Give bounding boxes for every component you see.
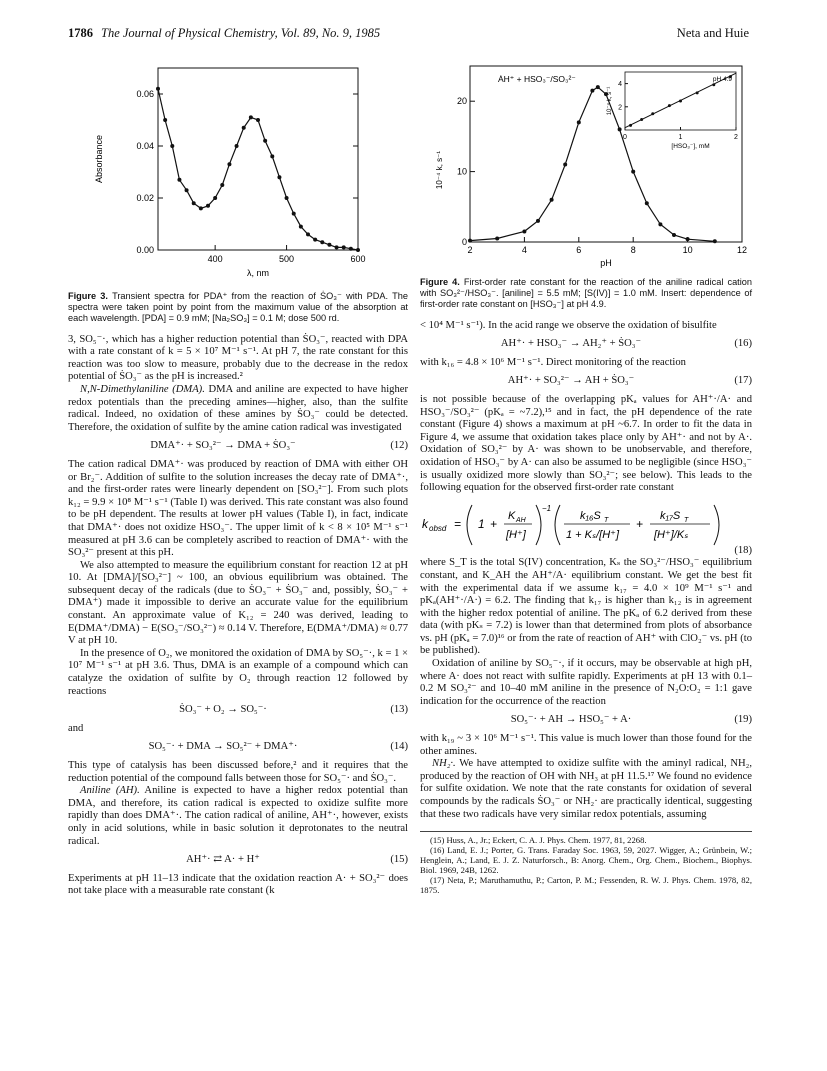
fig4-xtick-label-1: 4 (521, 245, 527, 255)
eq18-lhs-sub: obsd (429, 523, 447, 533)
eq18-paren-close-1 (536, 505, 541, 545)
left-paragraph-7 (68, 785, 408, 848)
fig3-xlabel: λ, nm (246, 268, 270, 278)
fig4-ytick-label-2: 20 (456, 96, 467, 107)
eq18-f3-num: k₁₇S (660, 509, 681, 522)
fig3-point-10 (227, 162, 231, 166)
right-paragraph-1: < 10⁴ M⁻¹ s⁻¹). In the acid range we observe the oxidation of bisulfite (420, 319, 717, 331)
fig3-xtick-label-2: 600 (350, 254, 366, 264)
running-header (68, 26, 749, 44)
equation-14 (68, 741, 408, 754)
reference-16: (16) Land, E. J.; Porter, G. Trans. Faraday Soc. 1963, 59, 2027. Wigger, A.; Grünbein, W.; Henglein, A.; Land, E. J. Z. Naturforsch., B: Anorg. Chem., Org. Chem., Biochem., Biophys. Biol. 1969, 24B, 1262. (420, 845, 752, 876)
equation-16-number: (16) (734, 338, 752, 350)
fig3-ylabel: Absorbance (94, 134, 104, 184)
fig4-inset-xtick-label-2: 2 (734, 134, 738, 141)
fig3-point-13 (249, 115, 253, 119)
fig4-xtick-label-3: 8 (630, 245, 636, 255)
right-paragraph-5: Oxidation of aniline by SO₅⁻·, if it occurs, may be observable at high pH, where A· does not react with sulfite rapidly. Experiments at pH 13 with 0.1–0.2 M SO₃²⁻ and 10–40 mM aniline in the presence of N₂O:O₂ = 1:1 gave indication for the occurrence of the reaction (420, 658, 752, 707)
fig4-point-13 (658, 222, 662, 226)
equation-17-number: (17) (734, 375, 752, 387)
equation-17-expr: AH⁺· + SO₃²⁻ → AH + ṠO₃⁻ (507, 375, 635, 387)
fig3-point-19 (292, 212, 296, 216)
fig3-point-22 (313, 238, 317, 242)
fig4-point-15 (686, 237, 690, 241)
dma-heading: N,N-Dimethylaniline (DMA). (80, 383, 205, 395)
equation-12 (68, 440, 408, 453)
fig3-point-5 (192, 201, 196, 205)
fig3-point-9 (220, 183, 224, 187)
equation-16-expr: AH⁺· + HSO₃⁻ → AH₂⁺ + ṠO₃⁻ (500, 338, 642, 350)
eq18-paren-open-1 (467, 505, 472, 545)
equation-19-number: (19) (734, 714, 752, 726)
eq18-f1-num: K (508, 509, 516, 522)
fig4-point-3 (536, 219, 540, 223)
eq18-plus-2: + (636, 516, 644, 531)
fig3-point-26 (342, 245, 346, 249)
fig4-point-2 (522, 229, 526, 233)
nh2-heading: NH₂·. (432, 758, 456, 770)
fig3-point-17 (277, 175, 281, 179)
fig4-point-16 (713, 239, 717, 243)
fig4-point-7 (590, 89, 594, 93)
fig3-series-line (158, 89, 358, 250)
aniline-text: Aniline is expected to have a higher redox potential than DMA, and therefore, its cation radical is expected to oxidize sulfite more rapidly than does DMA⁺·. The cation radical of aniline, AH⁺·, however, exists only in acid solutions, while in basic solution it deprotonates to the neutral radical. (68, 785, 408, 847)
figure-3-caption-text: Transient spectra for PDA⁺ from the reaction of ṠO₃⁻ with PDA. The spectra were taken point by point from the maximum value of the absorption at each wavelength. [PDA] = 0.9 mM; [Na₂SO₃] = 0.1 M; dose 500 rd. (68, 290, 409, 323)
fig3-point-8 (213, 196, 217, 200)
eq18-paren-close-2 (714, 505, 719, 545)
fig4-xtick-label-0: 2 (467, 245, 473, 255)
left-paragraph-6: This type of catalysis has been discussed before,² and it requires that the reduction potential of the compound falls between those for SO₅⁻· and ṠO₃⁻. (68, 760, 408, 784)
fig4-point-0 (468, 239, 472, 243)
equation-13-number: (13) (390, 704, 408, 716)
eq18-f1-den: [H⁺] (506, 528, 526, 541)
fig4-plot-label: ȦH⁺ + HSO₃⁻/SO₃²⁻ (498, 74, 576, 84)
eq18-f2-num-sub: T (604, 516, 609, 524)
fig4-xtick-label-5: 12 (736, 245, 748, 255)
fig4-point-14 (672, 233, 676, 237)
references (420, 831, 752, 895)
right-paragraph-3: is not possible because of the overlapping pKₐ values for AH⁺·/A· and HSO₃⁻/SO₃²⁻ (pKₐ = ~7.2),¹⁵ and in fact, the pH dependence of the rate constant (Figure 4) shows a maximum at pH ~6.7. In order to fit the data in Figure 4, we assume that oxidation takes place only by AH⁺· and not by A·. Oxidation of SO₃²⁻ by A· was shown to be unobservable, and therefore, oxidation of HSO₃⁻ by A· can also be assumed to be negligible (since HSO₃⁻ is usually oxidized more slowly than SO₃²⁻; see below). This leads to the following equation for the observed first-order rate constant (420, 393, 752, 494)
figure-4-caption-text: First-order rate constant for the reaction of the aniline radical cation with SO₃²⁻/HSO₃⁻. [aniline] = 5.5 mM; [S(IV)] = 1.0 mM. Insert: dependence of first-order rate constant on [HSO₃⁻] at pH 4.9. (420, 276, 752, 309)
and-word: and (68, 722, 84, 734)
fig4-inset-xtick-label-1: 1 (678, 134, 683, 141)
fig3-point-28 (356, 248, 360, 252)
fig4-ylabel: 10⁻⁴ k, s⁻¹ (435, 150, 444, 190)
fig4-xtick-label-2: 6 (576, 245, 582, 255)
eq18-f2-den: 1 + Kₛ/[H⁺] (566, 528, 620, 541)
fig3-point-4 (185, 188, 189, 192)
fig4-inset-xtick-label-0: 0 (623, 134, 627, 141)
equation-15-expr: AH⁺· ⇄ A· + H⁺ (186, 854, 260, 866)
fig3-point-3 (177, 178, 181, 182)
fig3-point-27 (349, 247, 353, 251)
figure-3-caption-label: Figure 3. (68, 290, 108, 301)
equation-13 (68, 704, 408, 717)
equation-13-expr: ṠO₃⁻ + O₂ → SO₅⁻· (179, 704, 267, 716)
figure-4-chart (420, 60, 752, 268)
fig3-point-2 (170, 144, 174, 148)
equation-18-number: (18) (734, 544, 752, 556)
figure-4-caption (420, 277, 752, 310)
fig3-point-21 (306, 232, 310, 236)
fig4-inset-ylabel: 10⁻⁴ k, s⁻¹ (607, 86, 613, 116)
fig3-point-1 (163, 118, 167, 122)
fig4-inset-point-5 (696, 91, 699, 94)
eq18-f3-num-sub: T (684, 516, 689, 524)
fig3-ytick-label-1: 0.02 (136, 193, 154, 203)
fig3-point-25 (335, 245, 339, 249)
equation-17 (420, 375, 752, 388)
right-paragraph-6: with k₁₉ ~ 3 × 10⁶ M⁻¹ s⁻¹. This value is much lower than those found for the other amines. (420, 733, 752, 757)
eq18-f1-num-sub: AH (516, 516, 526, 524)
fig3-frame (158, 68, 358, 250)
left-paragraph-5: In the presence of O₂, we monitored the oxidation of DMA by SO₅⁻·, k = 1 × 10⁷ M⁻¹ s⁻¹ at pH 3.6. Thus, DMA is an example of a compound which can catalyze the oxidation of sulfite by O₂ through reaction 12 followed by reactions (68, 647, 408, 697)
fig4-ytick-label-1: 10 (456, 166, 467, 177)
fig3-ytick-label-0: 0.00 (136, 245, 154, 255)
fig4-inset-ytick-label-0: 2 (618, 104, 622, 112)
fig3-point-7 (206, 204, 210, 208)
fig4-inset-point-4 (679, 100, 682, 103)
eq18-equals: = (454, 516, 462, 531)
fig3-point-24 (327, 243, 331, 247)
equation-18-formula (420, 501, 725, 549)
fig4-xlabel: pH (600, 258, 612, 268)
fig4-ytick-label-0: 0 (461, 237, 467, 247)
left-paragraph-2 (68, 384, 408, 434)
fig3-point-15 (263, 139, 267, 143)
right-paragraph-2: with k₁₆ = 4.8 × 10⁶ M⁻¹ s⁻¹. Direct monitoring of the reaction (420, 356, 686, 368)
fig4-point-10 (618, 127, 622, 131)
eq18-f3-den: [H⁺]/Kₛ (654, 528, 689, 541)
equation-15-number: (15) (390, 854, 408, 866)
right-column (420, 60, 752, 895)
equation-19 (420, 714, 752, 727)
left-paragraph-8: Experiments at pH 11–13 indicate that the oxidation reaction A· + SO₃²⁻ does not take place with a measurable rate constant (k (68, 872, 408, 897)
equation-18 (420, 501, 752, 549)
equation-12-expr: DMA⁺· + SO₃²⁻ → DMA + ṠO₃⁻ (150, 440, 296, 452)
figure-4 (420, 60, 752, 310)
journal-citation: The Journal of Physical Chemistry, Vol. 89, No. 9, 1985 (101, 26, 381, 40)
fig4-xtick-label-4: 10 (682, 245, 693, 255)
fig4-point-4 (550, 198, 554, 202)
fig3-point-20 (299, 225, 303, 229)
figure-3-chart (68, 60, 408, 282)
fig4-inset-label: pH 4.9 (712, 76, 732, 83)
nh2-text: We have attempted to oxidize sulfite with the aminyl radical, NH₂, produced by the reaction of OH with NH₃ at pH 11.5.¹⁷ We found no evidence for sulfite oxidation. We note that the rate constants for oxidation of several compounds by the radicals ṠO₃⁻ or NH₂· are practically identical, suggesting that these two radicals have very similar redox potentials, assuming (420, 758, 752, 820)
left-paragraph-3: The cation radical DMA⁺· was produced by reaction of DMA with either OH or Br₂⁻. Addition of sulfite to the solution increases the decay rate of DMA⁺·, and the first-order rates were linearly dependent on [SO₃²⁻]. From such plots k₁₂ = 9.9 × 10⁸ M⁻¹ s⁻¹ (Table I) was derived. This rate constant was also found to be pH dependent. The results at lower pH values (Table I), in fact, indicate that DMA⁺· does not oxidize HSO₃⁻. The upper limit of k < 8 × 10⁵ M⁻¹ s⁻¹ measured at pH 3.6 can be completely ascribed to reaction of DMA⁺· with the SO₃²⁻ present at this pH. (68, 458, 408, 559)
fig3-ytick-label-2: 0.04 (136, 141, 154, 151)
fig3-point-23 (320, 240, 324, 244)
fig3-ytick-label-3: 0.06 (136, 89, 154, 99)
left-paragraph-4: We also attempted to measure the equilibrium constant for reaction 12 at pH 10. At [DMA]/[SO₃²⁻] ~ 100, an obvious equilibrium was obtained. The subsequent decay of the radicals (due to ṠO₃⁻ + ṠO₃⁻ and, possibly, ṠO₃⁻ + DMA⁺) made it impossible to derive an accurate value for the equilibrium constant. An approximate value of K₁₂ = 240 was derived, leading to E(DMA⁺/DMA) − E(SO₃⁻/SO₃²⁻) ≈ 0.14 V. Therefore, E(DMA⁺/DMA) ≈ 0.77 V at pH 10. (68, 559, 408, 647)
fig3-point-12 (242, 126, 246, 130)
equation-16 (420, 338, 752, 351)
figure-4-caption-label: Figure 4. (420, 276, 460, 287)
fig3-point-14 (256, 118, 260, 122)
fig4-inset-point-0 (629, 124, 632, 127)
fig4-inset-xlabel: [HSO₃⁻], mM (671, 143, 710, 150)
eq18-paren-open-2 (555, 505, 560, 545)
equation-12-number: (12) (390, 440, 408, 452)
fig3-point-18 (285, 196, 289, 200)
author-names: Neta and Huie (676, 26, 749, 40)
eq18-f2-num: k₁₆S (580, 509, 601, 522)
equation-14-number: (14) (390, 741, 408, 753)
fig3-point-6 (199, 206, 203, 210)
fig4-point-1 (495, 236, 499, 240)
page-number: 1786 (68, 26, 93, 40)
left-paragraph-1: 3, SO₅⁻·, which has a higher reduction potential than ṠO₃⁻, reacted with DPA with a rate constant of k = 5 × 10⁷ M⁻¹ s⁻¹. At pH 7, the rate constant for this reaction was too slow to measure, probably due to the decrease in the redox potential of ṠO₃⁻ as the pH is increased.² (68, 333, 408, 383)
fig3-xtick-label-1: 500 (279, 254, 295, 264)
fig3-point-11 (235, 144, 239, 148)
fig4-point-12 (645, 201, 649, 205)
right-paragraph-7 (420, 758, 752, 821)
figure-3-caption (68, 291, 408, 324)
equation-19-expr: SO₅⁻· + AH → HSO₅⁻ + A· (510, 714, 632, 726)
equation-15 (68, 854, 408, 867)
fig4-inset-point-1 (640, 118, 643, 121)
fig3-xtick-label-0: 400 (207, 254, 223, 264)
eq18-exponent: −1 (542, 503, 552, 513)
eq18-one: 1 (478, 516, 485, 531)
fig4-point-6 (577, 120, 581, 124)
equation-14-expr: SO₅⁻· + DMA → SO₅²⁻ + DMA⁺· (148, 741, 298, 753)
eq18-lhs: k (422, 516, 428, 531)
fig4-point-5 (563, 163, 567, 167)
fig4-inset-ytick-label-1: 4 (618, 81, 622, 89)
fig4-inset-point-2 (651, 112, 654, 115)
dma-text: DMA and aniline are expected to have higher redox potentials than the preceding amines—higher, also, than the sulfite radical. Indeed, no oxidation of these amines by ṠO₃⁻ could be detected. Therefore, the oxidation of sulfite by the amine cation radical was investigated (68, 383, 408, 433)
eq18-plus-1: + (490, 516, 498, 531)
fig4-point-11 (631, 170, 635, 174)
fig4-inset-point-6 (712, 83, 715, 86)
fig3-point-16 (270, 154, 274, 158)
reference-15: (15) Huss, A., Jr.; Eckert, C. A. J. Phys. Chem. 1977, 81, 2268. (430, 835, 647, 846)
figure-3 (68, 60, 408, 324)
fig3-point-0 (156, 87, 160, 91)
left-column (68, 60, 408, 898)
fig4-point-8 (596, 85, 600, 89)
reference-17: (17) Neta, P.; Maruthamuthu, P.; Carton, P. M.; Fessenden, R. W. J. Phys. Chem. 1978, 82, 1875. (420, 875, 752, 896)
aniline-heading: Aniline (AH). (80, 785, 140, 797)
fig4-inset-point-3 (668, 104, 671, 107)
right-paragraph-4: where S_T is the total S(IV) concentration, Kₛ the SO₃²⁻/HSO₃⁻ equilibrium constant, and K_AH the AH⁺/A· equilibrium constant. We get the best fit with the experimental data if we assume k₁₇ = 4.0 × 10⁹ M⁻¹ s⁻¹ and pKₐ(AH⁺·/A·) = 6.2. The finding that k₁₇ is higher than k₁₂ is in agreement with the higher redox potential of aniline. The pKₐ of 6.2 derived from these data (with pKₛ = 7.2) is lower than that determined from plots of absorbance vs. pH (pKₐ = 7.0)¹⁶ or from the rate of reaction of AH⁺ with ClO₂⁻ vs. pH (to be published). (420, 557, 752, 657)
